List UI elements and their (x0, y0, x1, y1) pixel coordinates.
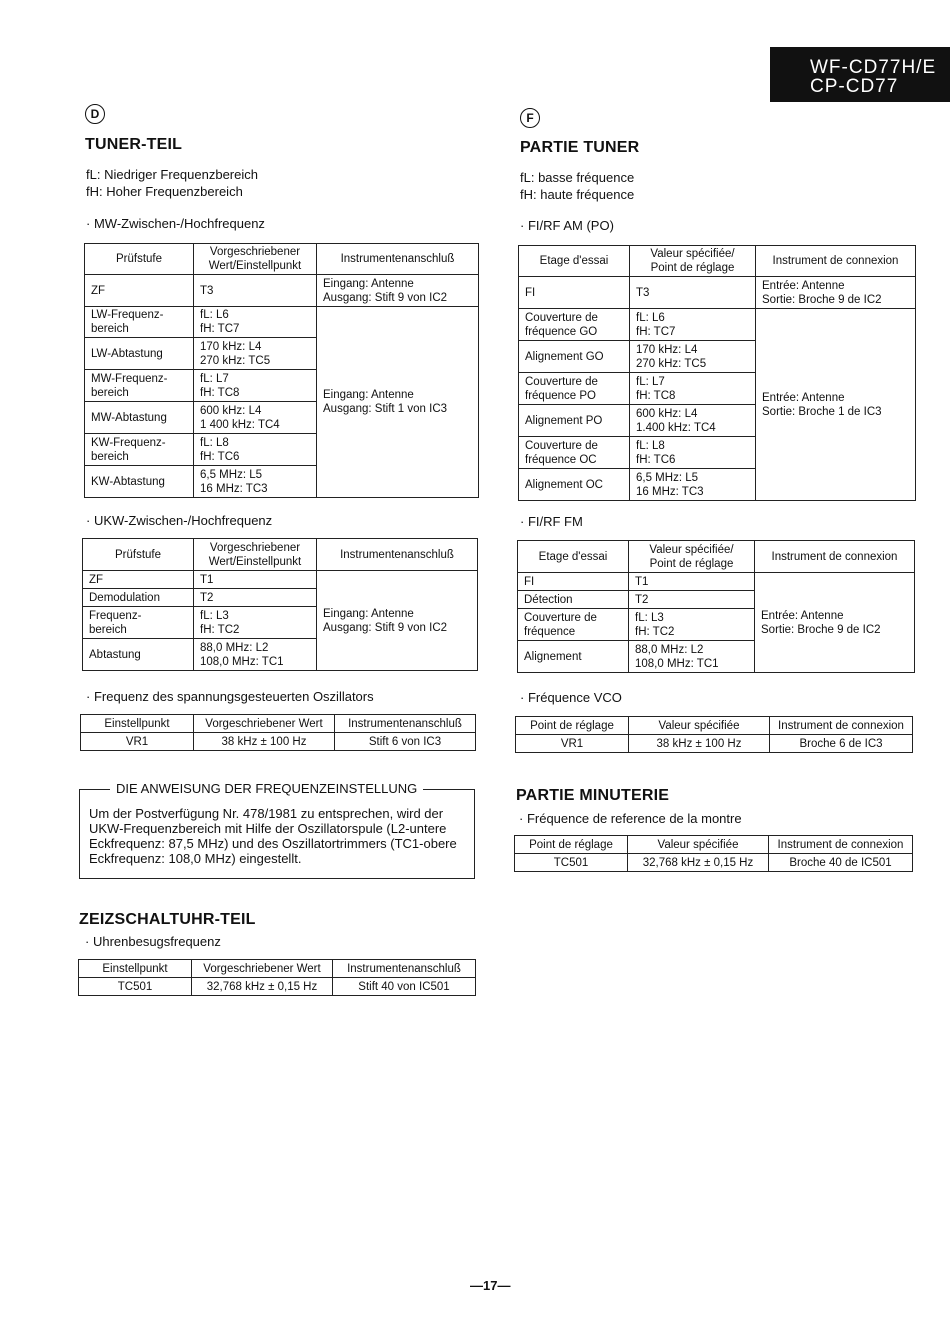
fm-row-value: 88,0 MHz: L2 108,0 MHz: TC1 (629, 641, 755, 673)
mw-row-value: T3 (194, 275, 317, 307)
model-line-1: WF-CD77H/E (810, 57, 937, 78)
am-row-stage: FI (519, 277, 630, 309)
am-row-stage: Alignement GO (519, 341, 630, 373)
vco-section-title: · Frequenz des spannungsgesteuerten Oszillators (86, 689, 374, 704)
table-header: Vorgeschriebener Wert/Einstellpunkt (194, 244, 317, 275)
ukw-row-stage: Frequenz- bereich (83, 607, 194, 639)
table-header: Valeur spécifiée/ Point de réglage (630, 246, 756, 277)
mw-row-value: 170 kHz: L4 270 kHz: TC5 (194, 338, 317, 370)
montre-section-title: · Fréquence de reference de la montre (519, 811, 742, 826)
fm-row-stage: Couverture de fréquence (518, 609, 629, 641)
table-header: Instrumentenanschluß (333, 960, 476, 978)
am-row-value: 170 kHz: L4 270 kHz: TC5 (630, 341, 756, 373)
french-badge: F (520, 108, 540, 128)
montre-connection: Broche 40 de IC501 (769, 854, 913, 872)
am-connection-2: Entrée: Antenne Sortie: Broche 1 de IC3 (756, 309, 916, 501)
vco-point-fr: VR1 (516, 735, 629, 753)
clock-value: 32,768 kHz ± 0,15 Hz (192, 978, 333, 996)
note-text: Um der Postverfügung Nr. 478/1981 zu entsprechen, wird der UKW-Frequenzbereich mit Hilfe der Oszillatorspule (L2-untere Eckfrequenz: 87,5 MHz) und des Oszillatortrimmers (TC1-obere Eckfrequenz: 108,0 MHz) eingestellt. (89, 806, 457, 866)
mw-row-stage: MW-Abtastung (85, 402, 194, 434)
mw-row-value: fL: L8 fH: TC6 (194, 434, 317, 466)
ukw-row-value: 88,0 MHz: L2 108,0 MHz: TC1 (194, 639, 317, 671)
mw-connection-2: Eingang: Antenne Ausgang: Stift 1 von IC3 (317, 307, 479, 498)
mw-row-stage: KW-Abtastung (85, 466, 194, 498)
vco-value: 38 kHz ± 100 Hz (194, 733, 335, 751)
table-header: Instrumentenanschluß (317, 244, 479, 275)
mw-row-value: 6,5 MHz: L5 16 MHz: TC3 (194, 466, 317, 498)
fl-definition-fr: fL: basse fréquence (520, 170, 635, 185)
am-table (518, 245, 916, 501)
montre-point: TC501 (515, 854, 628, 872)
table-header: Valeur spécifiée (629, 717, 770, 735)
vco-table (80, 714, 476, 751)
model-line-2: CP-CD77 (810, 76, 899, 97)
fm-row-stage: Alignement (518, 641, 629, 673)
am-row-value: 6,5 MHz: L5 16 MHz: TC3 (630, 469, 756, 501)
vco-point: VR1 (81, 733, 194, 751)
ukw-table (82, 538, 478, 671)
table-header: Etage d'essai (518, 541, 629, 573)
frequency-note-box (79, 781, 475, 879)
am-row-stage: Couverture de fréquence GO (519, 309, 630, 341)
fm-connection: Entrée: Antenne Sortie: Broche 9 de IC2 (755, 573, 915, 673)
table-header: Instrument de connexion (755, 541, 915, 573)
clock-table (78, 959, 476, 996)
clock-connection: Stift 40 von IC501 (333, 978, 476, 996)
ukw-row-value: T1 (194, 571, 317, 589)
fm-row-value: T1 (629, 573, 755, 591)
vco-connection-fr: Broche 6 de IC3 (770, 735, 913, 753)
table-header: Valeur spécifiée/ Point de réglage (629, 541, 755, 573)
table-header: Instrumentenanschluß (317, 539, 478, 571)
mw-table (84, 243, 479, 498)
mw-row-stage: LW-Frequenz- bereich (85, 307, 194, 338)
page-number: —17— (470, 1278, 511, 1293)
vco-value-fr: 38 kHz ± 100 Hz (629, 735, 770, 753)
clock-section-title: · Uhrenbesugsfrequenz (85, 934, 221, 949)
table-header: Prüfstufe (85, 244, 194, 275)
clock-point: TC501 (79, 978, 192, 996)
montre-table (514, 835, 913, 872)
fh-definition-fr: fH: haute fréquence (520, 187, 635, 202)
minuterie-heading: PARTIE MINUTERIE (516, 787, 670, 804)
am-row-stage: Alignement PO (519, 405, 630, 437)
am-row-stage: Couverture de fréquence OC (519, 437, 630, 469)
fm-row-value: T2 (629, 591, 755, 609)
table-header: Instrument de connexion (756, 246, 916, 277)
mw-row-stage: ZF (85, 275, 194, 307)
ukw-row-stage: ZF (83, 571, 194, 589)
table-header: Instrument de connexion (769, 836, 913, 854)
fm-row-value: fL: L3 fH: TC2 (629, 609, 755, 641)
fm-table (517, 540, 915, 673)
note-title: DIE ANWEISUNG DER FREQUENZEINSTELLUNG (110, 781, 423, 796)
table-header: Vorgeschriebener Wert (192, 960, 333, 978)
am-section-title: · FI/RF AM (PO) (520, 218, 614, 233)
am-row-value: fL: L6 fH: TC7 (630, 309, 756, 341)
vco-table-fr (515, 716, 913, 753)
fm-row-stage: Détection (518, 591, 629, 609)
ukw-section-title: · UKW-Zwischen-/Hochfrequenz (86, 513, 272, 528)
mw-section-title: · MW-Zwischen-/Hochfrequenz (86, 216, 265, 231)
table-header: Point de réglage (516, 717, 629, 735)
fm-row-stage: FI (518, 573, 629, 591)
fl-definition: fL: Niedriger Frequenzbereich (86, 167, 258, 182)
table-header: Einstellpunkt (79, 960, 192, 978)
table-header: Vorgeschriebener Wert/Einstellpunkt (194, 539, 317, 571)
mw-row-stage: KW-Frequenz- bereich (85, 434, 194, 466)
am-row-value: fL: L7 fH: TC8 (630, 373, 756, 405)
mw-connection-1: Eingang: Antenne Ausgang: Stift 9 von IC2 (317, 275, 479, 307)
vco-section-title-fr: · Fréquence VCO (520, 690, 622, 705)
ukw-row-value: T2 (194, 589, 317, 607)
table-header: Valeur spécifiée (628, 836, 769, 854)
german-badge: D (85, 104, 105, 124)
table-header: Instrumentenanschluß (335, 715, 476, 733)
model-label (770, 47, 950, 102)
timer-heading: ZEIZSCHALTUHR-TEIL (79, 911, 256, 928)
ukw-row-value: fL: L3 fH: TC2 (194, 607, 317, 639)
mw-row-value: fL: L7 fH: TC8 (194, 370, 317, 402)
ukw-connection: Eingang: Antenne Ausgang: Stift 9 von IC2 (317, 571, 478, 671)
table-header: Point de réglage (515, 836, 628, 854)
am-row-stage: Alignement OC (519, 469, 630, 501)
mw-row-stage: MW-Frequenz- bereich (85, 370, 194, 402)
table-header: Vorgeschriebener Wert (194, 715, 335, 733)
ukw-row-stage: Abtastung (83, 639, 194, 671)
am-connection-1: Entrée: Antenne Sortie: Broche 9 de IC2 (756, 277, 916, 309)
fh-definition: fH: Hoher Frequenzbereich (86, 184, 243, 199)
am-row-value: fL: L8 fH: TC6 (630, 437, 756, 469)
ukw-row-stage: Demodulation (83, 589, 194, 607)
am-row-stage: Couverture de fréquence PO (519, 373, 630, 405)
mw-row-stage: LW-Abtastung (85, 338, 194, 370)
mw-row-value: 600 kHz: L4 1 400 kHz: TC4 (194, 402, 317, 434)
fm-section-title: · FI/RF FM (520, 514, 583, 529)
am-row-value: 600 kHz: L4 1.400 kHz: TC4 (630, 405, 756, 437)
table-header: Einstellpunkt (81, 715, 194, 733)
partie-tuner-heading: PARTIE TUNER (520, 139, 640, 156)
vco-connection: Stift 6 von IC3 (335, 733, 476, 751)
am-row-value: T3 (630, 277, 756, 309)
montre-value: 32,768 kHz ± 0,15 Hz (628, 854, 769, 872)
table-header: Instrument de connexion (770, 717, 913, 735)
tuner-teil-heading: TUNER-TEIL (85, 136, 183, 153)
table-header: Prüfstufe (83, 539, 194, 571)
mw-row-value: fL: L6 fH: TC7 (194, 307, 317, 338)
table-header: Etage d'essai (519, 246, 630, 277)
